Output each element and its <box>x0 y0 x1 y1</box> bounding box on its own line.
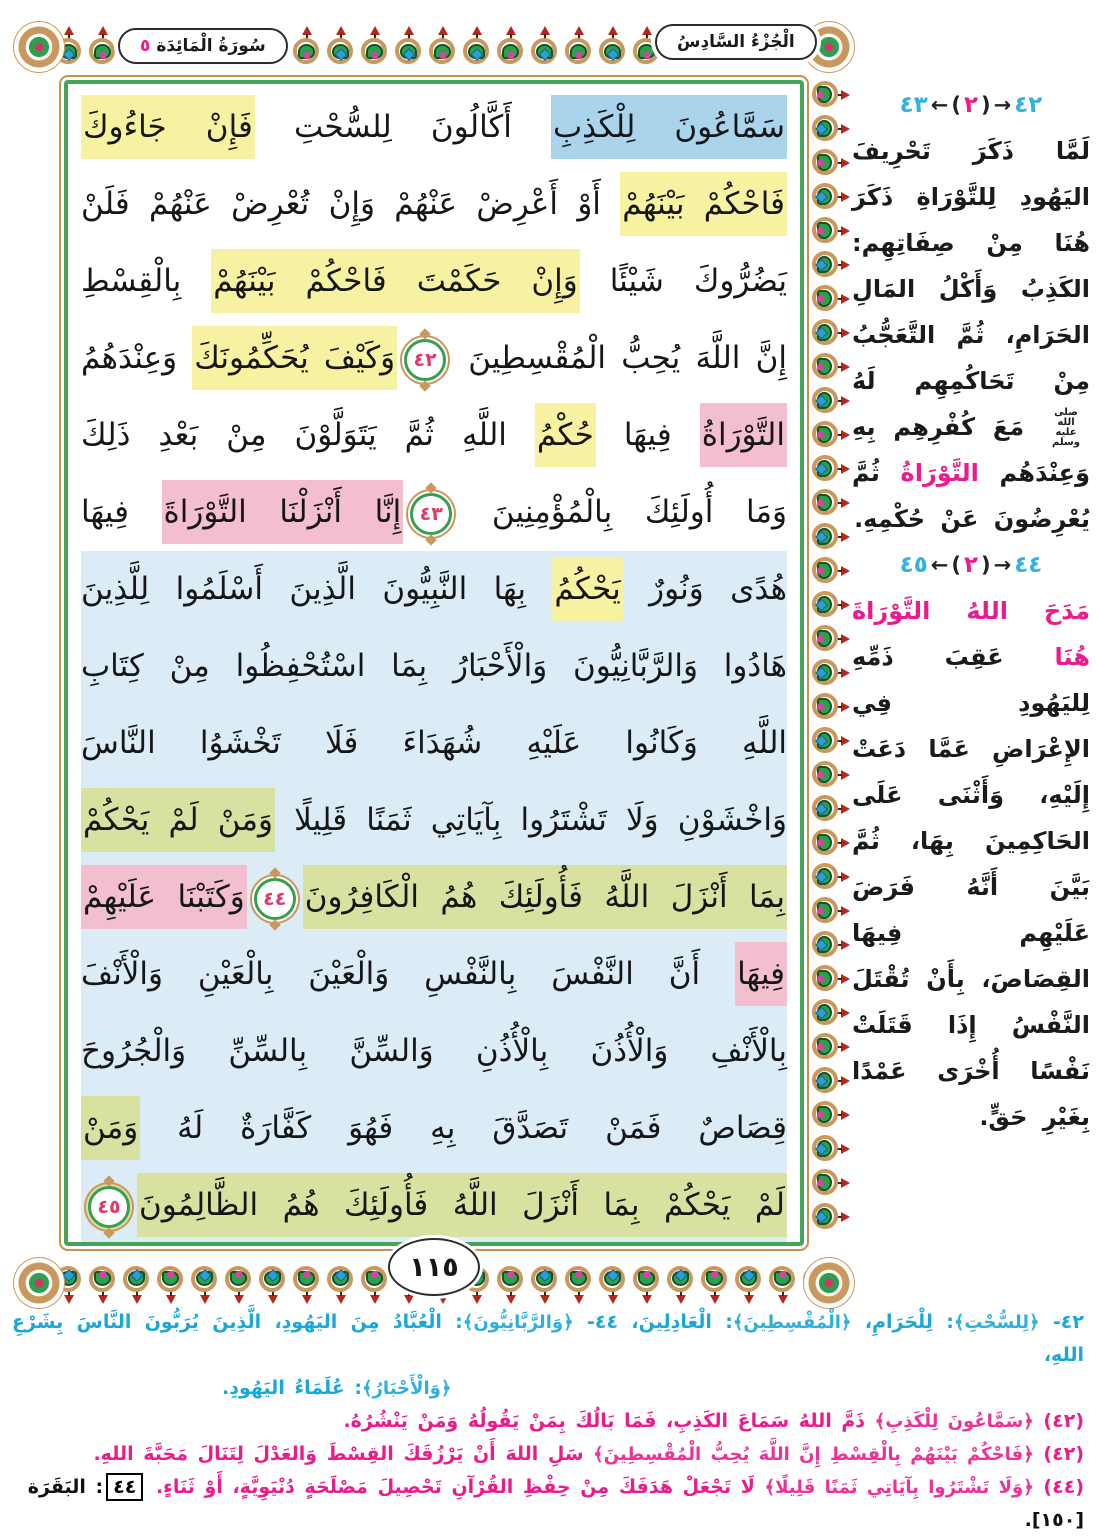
paren-open: ( <box>951 553 961 577</box>
salawat-mark: صلى الله عليه وسلم <box>1052 407 1080 448</box>
ornament-motif <box>804 1098 850 1132</box>
ornament-motif <box>804 180 850 214</box>
verse-from: ٤٤ <box>1014 552 1043 578</box>
pin-ornament-icon <box>472 1295 482 1304</box>
verse-number: ٤٥ <box>97 1195 121 1218</box>
ornament-motif <box>358 1258 392 1304</box>
quran-text-segment: هُدًى وَنُورٌ <box>622 571 787 607</box>
quran-text-segment: فِيهَا <box>595 417 700 453</box>
gem-ornament-icon <box>100 52 107 59</box>
quran-line-6 <box>81 474 787 551</box>
gem-ornament-icon <box>576 52 583 59</box>
pin-ornament-icon <box>841 940 850 950</box>
pin-ornament-icon <box>132 1295 142 1304</box>
pin-ornament-icon <box>200 1295 210 1304</box>
gem-ornament-icon <box>100 1271 107 1278</box>
pin-ornament-icon <box>642 1295 652 1304</box>
gem-ornament-icon <box>817 704 824 711</box>
page-number-value: ١١٥ <box>409 1251 459 1283</box>
quran-text-segment: بِالْأَنْفِ وَالْأُذُنَ بِالْأُذُنِ وَالسِّنَّ بِالسِّنِّ وَالْجُرُوحَ <box>81 1033 787 1069</box>
ornament-motif <box>804 384 850 418</box>
verse-to: ٤٣ <box>899 92 928 118</box>
cross-reference-box: ٤٤ <box>106 1473 143 1501</box>
quoted-verse-fragment: ﴿فَاحْكُمْ بَيْنَهُمْ بِالْقِسْطِ إِنَّ اللَّهَ يُحِبُّ الْمُقْسِطِينَ﴾ <box>593 1444 1034 1465</box>
pin-ornament-icon <box>506 1295 516 1304</box>
verse-number-medallion <box>88 1186 130 1228</box>
right-arrow-icon: → <box>993 553 1012 577</box>
quran-line-14 <box>81 1090 787 1167</box>
paren-close: ) <box>981 93 991 117</box>
pin-ornament-icon <box>676 1295 686 1304</box>
quran-line-15 <box>81 1167 787 1244</box>
pin-ornament-icon <box>841 158 850 168</box>
pin-ornament-icon <box>841 90 850 100</box>
gem-ornament-icon <box>817 432 824 439</box>
ornament-motif <box>804 418 850 452</box>
pin-ornament-icon <box>841 260 850 270</box>
verse-number: ٤٤ <box>263 887 287 910</box>
verse-number-medallion <box>410 493 452 535</box>
pin-ornament-icon <box>841 872 850 882</box>
decorative-frame <box>18 26 850 1304</box>
footnote-text: ٤٢- <box>1039 1311 1084 1333</box>
quran-lines <box>81 89 787 1244</box>
pin-ornament-icon <box>841 702 850 712</box>
pin-ornament-icon <box>438 1295 448 1304</box>
pin-ornament-icon <box>841 430 850 440</box>
ornament-motif <box>804 1132 850 1166</box>
pin-ornament-icon <box>841 736 850 746</box>
gem-ornament-icon <box>508 52 515 59</box>
footnote-text: : عُلَمَاءُ اليَهُودِ. <box>222 1377 362 1399</box>
pin-ornament-icon <box>302 1295 312 1304</box>
ornament-motif <box>698 1258 732 1304</box>
ornament-motif <box>804 928 850 962</box>
pin-ornament-icon <box>841 1042 850 1052</box>
left-arrow-icon: ← <box>930 93 949 117</box>
tafsir-text-segment: ثُمَّ يُعْرِضُونَ عَنْ حُكْمِهِ. <box>852 459 1090 533</box>
quran-text-segment: سَمَّاعُونَ لِلْكَذِبِ <box>551 95 787 159</box>
ornament-motif <box>804 588 850 622</box>
quran-text-segment: بِمَا أَنْزَلَ اللَّهُ فَأُولَئِكَ هُمُ الْكَافِرُونَ <box>303 865 787 929</box>
quran-text-segment: إِنَّ اللَّهَ يُحِبُّ الْمُقْسِطِينَ <box>453 340 787 376</box>
footnote-text: : لِلْحَرَامِ، <box>851 1311 954 1333</box>
ornament-motif <box>494 1258 528 1304</box>
footnote-text: ذَمَّ اللهُ سَمَاعَ الكَذِبِ، فَمَا بَالُكَ بِمَنْ يَقُولُهُ وَمَنْ يَنْشُرُهُ. <box>343 1410 875 1432</box>
quran-text-segment: يَحْكُمُ <box>552 557 622 621</box>
ornament-motif <box>804 554 850 588</box>
gem-ornament-icon <box>644 1271 651 1278</box>
quran-line-11 <box>81 859 787 936</box>
verse-number: ٤٢ <box>413 348 437 371</box>
footnote-row-3 <box>12 1405 1084 1438</box>
ornament-motif <box>804 316 850 350</box>
ornament-motif <box>804 962 850 996</box>
pin-ornament-icon <box>841 634 850 644</box>
verse-to: ٤٥ <box>899 552 928 578</box>
pin-ornament-icon <box>841 532 850 542</box>
pin-ornament-icon <box>98 1295 108 1304</box>
pin-ornament-icon <box>64 1295 74 1304</box>
pin-ornament-icon <box>841 1178 850 1188</box>
ornament-motif <box>290 1258 324 1304</box>
quran-text-segment: فَإِنْ جَاءُوكَ <box>81 95 255 159</box>
footnote-text: سَلِ اللهَ أَنْ يَرْزُقَكَ القِسْطَ وَالعَدْلَ لِتَنَالَ مَحَبَّةَ اللهِ. <box>93 1443 594 1465</box>
quran-text-segment: يَضُرُّوكَ شَيْئًا <box>579 263 787 299</box>
pin-ornament-icon <box>336 1295 346 1304</box>
pin-ornament-icon <box>841 226 850 236</box>
pin-ornament-icon <box>841 804 850 814</box>
ornament-motif <box>528 26 562 72</box>
quran-text-segment: فَاحْكُمْ بَيْنَهُمْ <box>620 172 787 236</box>
gem-ornament-icon <box>817 1180 824 1187</box>
pin-ornament-icon <box>841 1110 850 1120</box>
right-arrow-icon: → <box>993 93 1012 117</box>
left-arrow-icon: ← <box>930 553 949 577</box>
surah-name-badge <box>118 28 288 64</box>
ornament-motif <box>188 1258 222 1304</box>
pin-ornament-icon <box>540 1295 550 1304</box>
gem-ornament-icon <box>440 52 447 59</box>
pin-ornament-icon <box>841 1076 850 1086</box>
ornament-motif <box>804 350 850 384</box>
verse-number-medallion <box>404 339 446 381</box>
quran-line-7 <box>81 551 787 628</box>
quoted-verse-fragment: ﴿لِلسُّحْتِ﴾ <box>953 1312 1040 1333</box>
ornament-motif <box>290 26 324 72</box>
gem-ornament-icon <box>817 364 824 371</box>
ornament-motif <box>804 1166 850 1200</box>
quran-text-segment: وَعِنْدَهُمُ <box>81 340 193 376</box>
pin-ornament-icon <box>841 498 850 508</box>
quran-line-2 <box>81 166 787 243</box>
ornament-motif <box>804 1064 850 1098</box>
pin-ornament-icon <box>608 1295 618 1304</box>
ornament-motif <box>324 1258 358 1304</box>
footnote-row-2 <box>222 1372 1084 1405</box>
quoted-verse-fragment: ﴿وَلَا تَشْتَرُوا بِآيَاتِي ثَمَنًا قَلِيلًا﴾ <box>764 1477 1034 1498</box>
corner-rosette-icon <box>16 1260 62 1306</box>
footnote-text: لَا تَجْعَلْ هَدَفَكَ مِنْ حِفْظِ القُرْآنِ تَحْصِيلَ مَصْلَحَةٍ دُنْيَوِيَّةٍ، أَوْ ثَنَاءٍ. <box>146 1476 765 1498</box>
quran-line-10 <box>81 782 787 859</box>
quoted-verse-fragment: ﴿سَمَّاعُونَ لِلْكَذِبِ﴾ <box>874 1411 1034 1432</box>
juz-name: الْجُزْءُ السَّادِسُ <box>677 32 795 52</box>
quran-text-segment: أَوْ أَعْرِضْ عَنْهُمْ وَإِنْ تُعْرِضْ عَنْهُمْ فَلَنْ <box>81 186 621 222</box>
gem-ornament-icon <box>168 1271 175 1278</box>
ornament-motif <box>804 1030 850 1064</box>
quran-text-segment: أَنَّ النَّفْسَ بِالنَّفْسِ وَالْعَيْنَ بِالْعَيْنِ وَالْأَنْفَ <box>81 956 736 992</box>
quran-text-segment: لَمْ يَحْكُمْ بِمَا أَنْزَلَ اللَّهُ فَأُولَئِكَ هُمُ الظَّالِمُونَ <box>137 1173 787 1237</box>
footnote-text: : البَقَرَة [١٥٠]. <box>27 1476 1084 1531</box>
verse-range-marker-2 <box>852 552 1090 578</box>
gem-ornament-icon <box>817 160 824 167</box>
quran-line-3 <box>81 243 787 320</box>
quran-line-4 <box>81 320 787 397</box>
ornament-motif <box>630 1258 664 1304</box>
gem-ornament-icon <box>817 1044 824 1051</box>
tafsir-text-segment: مَعَ كُفْرِهِم بِهِ وَعِنْدَهُم <box>852 413 1090 487</box>
pin-ornament-icon <box>370 1295 380 1304</box>
tafsir-paragraph-1 <box>852 128 1090 542</box>
quran-text-segment: وَمَنْ لَمْ يَحْكُمْ <box>81 788 275 852</box>
quran-text-segment: وَكَتَبْنَا عَلَيْهِمْ <box>81 865 247 929</box>
ornament-motif <box>804 452 850 486</box>
quran-text-segment: فِيهَا <box>81 494 162 530</box>
quran-text-segment: وَمَا أُولَئِكَ بِالْمُؤْمِنِينَ <box>459 494 787 530</box>
ornament-motif <box>766 1258 800 1304</box>
gem-ornament-icon <box>817 1112 824 1119</box>
footnote-text: : الْعَادِلِينَ، ٤٤- <box>573 1311 733 1333</box>
ornament-motif <box>804 1200 850 1234</box>
verse-number-medallion <box>254 878 296 920</box>
ornament-motif <box>804 282 850 316</box>
gem-ornament-icon <box>817 908 824 915</box>
ornament-motif <box>804 112 850 146</box>
verse-from: ٤٢ <box>1014 92 1043 118</box>
tafsir-text-segment: عَقِبَ ذَمِّهِ لِليَهُودِ فِي الإِعْرَاضِ عَمَّا دَعَتْ إِلَيْهِ، وَأَثْنَى عَلَى الحَاكِمِينَ بِهَا، ثُمَّ بَيَّنَ أَنَّهُ فَرَضَ عَلَيْهِم فِيهَا القِصَاصَ، بِأَنْ تُقْتَلَ النَّفْسُ إِذَا قَتَلَتْ نَفْسًا أُخْرَى عَمْدًا بِغَيْرِ حَقٍّ. <box>852 643 1090 1131</box>
tafsir-text-segment: مَدَحَ اللهُ التَّوْرَاةَ هُنَا <box>852 597 1090 671</box>
quran-text-segment: إِنَّا أَنْزَلْنَا التَّوْرَاةَ <box>162 480 404 544</box>
quran-text-segment: وَاخْشَوْنِ وَلَا تَشْتَرُوا بِآيَاتِي ثَمَنًا قَلِيلًا <box>274 802 787 838</box>
gem-ornament-icon <box>817 500 824 507</box>
gem-ornament-icon <box>236 1271 243 1278</box>
gem-ornament-icon <box>817 228 824 235</box>
pin-ornament-icon <box>841 294 850 304</box>
quran-text-segment: أَكَّالُونَ لِلسُّحْتِ <box>254 109 551 145</box>
marker-surah-number: ٢ <box>963 552 979 578</box>
quran-line-9 <box>81 705 787 782</box>
ornament-motif <box>804 894 850 928</box>
pin-ornament-icon <box>710 1295 720 1304</box>
gem-ornament-icon <box>817 840 824 847</box>
ornament-motif <box>154 1258 188 1304</box>
ornament-motif <box>392 26 426 72</box>
gem-ornament-icon <box>372 1271 379 1278</box>
pin-ornament-icon <box>744 1295 754 1304</box>
quran-text-segment: بِالْقِسْطِ <box>81 263 212 299</box>
ornament-motif <box>256 1258 290 1304</box>
ornament-motif <box>804 656 850 690</box>
ornament-motif <box>562 1258 596 1304</box>
tafsir-margin-column <box>852 88 1090 1150</box>
gem-ornament-icon <box>372 52 379 59</box>
pin-ornament-icon <box>841 192 850 202</box>
ornament-motif <box>664 1258 698 1304</box>
ornament-motif <box>596 1258 630 1304</box>
ornament-motif <box>426 26 460 72</box>
juz-badge <box>655 24 817 60</box>
quran-text-segment: بِهَا النَّبِيُّونَ الَّذِينَ أَسْلَمُوا لِلَّذِينَ <box>81 571 553 607</box>
quran-text-panel <box>64 80 804 1246</box>
ornament-motif <box>804 248 850 282</box>
ornament-motif <box>804 214 850 248</box>
pin-ornament-icon <box>841 1144 850 1154</box>
ornament-motif <box>494 26 528 72</box>
quran-line-1 <box>81 89 787 166</box>
page-number <box>388 1238 480 1296</box>
ornament-motif <box>120 1258 154 1304</box>
corner-rosette-icon <box>16 24 62 70</box>
quran-text-segment: التَّوْرَاةُ <box>700 403 787 467</box>
pin-ornament-icon <box>841 600 850 610</box>
quran-text-segment: قِصَاصٌ فَمَنْ تَصَدَّقَ بِهِ فَهُوَ كَفَّارَةٌ لَهُ <box>140 1110 787 1146</box>
gem-ornament-icon <box>712 1271 719 1278</box>
pin-ornament-icon <box>841 566 850 576</box>
verse-range-marker-1 <box>852 92 1090 118</box>
ornament-motif <box>804 690 850 724</box>
paren-close: ) <box>981 553 991 577</box>
quran-text-segment: وَكَيْفَ يُحَكِّمُونَكَ <box>192 326 397 390</box>
gem-ornament-icon <box>817 92 824 99</box>
pin-ornament-icon <box>234 1295 244 1304</box>
pin-ornament-icon <box>841 770 850 780</box>
quran-line-13 <box>81 1013 787 1090</box>
border-ornament-right <box>804 78 850 1252</box>
ornament-motif <box>596 26 630 72</box>
ornament-motif <box>732 1258 766 1304</box>
ornament-motif <box>804 146 850 180</box>
ornament-motif <box>804 78 850 112</box>
pin-ornament-icon <box>841 124 850 134</box>
pin-ornament-icon <box>841 328 850 338</box>
ornament-motif <box>86 26 120 72</box>
footnote-text: (٤٢) <box>1033 1443 1084 1465</box>
quoted-verse-fragment: ﴿وَالْأَحْبَارُ﴾ <box>361 1378 452 1399</box>
quran-line-12 <box>81 936 787 1013</box>
pin-ornament-icon <box>841 362 850 372</box>
ornament-motif <box>804 860 850 894</box>
footnotes-section <box>12 1306 1084 1537</box>
ornament-motif <box>86 1258 120 1304</box>
gem-ornament-icon <box>644 52 651 59</box>
ornament-motif <box>528 1258 562 1304</box>
ornament-motif <box>222 1258 256 1304</box>
gem-ornament-icon <box>304 1271 311 1278</box>
gem-ornament-icon <box>576 1271 583 1278</box>
quran-text-segment: وَمَنْ <box>81 1096 140 1160</box>
gem-ornament-icon <box>817 296 824 303</box>
pin-ornament-icon <box>841 906 850 916</box>
gem-ornament-icon <box>817 636 824 643</box>
ornament-motif <box>324 26 358 72</box>
quoted-verse-fragment: ﴿وَالرَّبَّانِيُّونَ﴾ <box>462 1312 574 1333</box>
ornament-motif <box>804 724 850 758</box>
ornament-motif <box>804 996 850 1030</box>
footnote-row-5 <box>12 1471 1084 1537</box>
paren-open: ( <box>951 93 961 117</box>
surah-number: ٥ <box>140 36 151 56</box>
footnote-text: (٤٤) <box>1033 1476 1084 1498</box>
gem-ornament-icon <box>780 1271 787 1278</box>
pin-ornament-icon <box>404 1295 414 1304</box>
marker-surah-number: ٢ <box>963 92 979 118</box>
footnote-row-4 <box>12 1438 1084 1471</box>
pin-ornament-icon <box>574 1295 584 1304</box>
gem-ornament-icon <box>508 1271 515 1278</box>
ornament-motif <box>460 26 494 72</box>
gem-ornament-icon <box>817 568 824 575</box>
footnote-text: (٤٢) <box>1033 1410 1084 1432</box>
verse-number: ٤٣ <box>419 502 443 525</box>
gem-ornament-icon <box>817 772 824 779</box>
quran-line-8 <box>81 628 787 705</box>
ornament-motif <box>804 622 850 656</box>
footnote-text: : الْعُبَّادُ مِنَ اليَهُودِ، الَّذِينَ يُرَبُّونَ النَّاسَ بِشَرْعِ اللهِ، <box>12 1311 1084 1366</box>
pin-ornament-icon <box>841 1212 850 1222</box>
quran-text-segment: اللَّهِ وَكَانُوا عَلَيْهِ شُهَدَاءَ فَلَا تَخْشَوُا النَّاسَ <box>81 725 787 761</box>
ornament-motif <box>562 26 596 72</box>
quran-text-segment: هَادُوا وَالرَّبَّانِيُّونَ وَالْأَحْبَارُ بِمَا اسْتُحْفِظُوا مِنْ كِتَابِ <box>81 648 787 684</box>
quran-text-segment: اللَّهِ ثُمَّ يَتَوَلَّوْنَ مِنْ بَعْدِ ذَلِكَ <box>81 417 535 453</box>
tafsir-paragraph-2 <box>852 588 1090 1140</box>
pin-ornament-icon <box>166 1295 176 1304</box>
footnote-row-1 <box>12 1306 1084 1372</box>
ornament-motif <box>804 792 850 826</box>
quran-line-5 <box>81 397 787 474</box>
quoted-verse-fragment: ﴿الْمُقْسِطِينَ﴾ <box>732 1312 852 1333</box>
pin-ornament-icon <box>268 1295 278 1304</box>
quran-text-segment: وَإِنْ حَكَمْتَ فَاحْكُمْ بَيْنَهُمْ <box>211 249 579 313</box>
pin-ornament-icon <box>841 396 850 406</box>
pin-ornament-icon <box>841 838 850 848</box>
corner-rosette-icon <box>806 1260 852 1306</box>
ornament-motif <box>804 826 850 860</box>
ornament-motif <box>804 520 850 554</box>
pin-ornament-icon <box>841 974 850 984</box>
tafsir-text-segment: التَّوْرَاةُ <box>900 459 979 487</box>
quran-text-segment: فِيهَا <box>735 942 787 1006</box>
pin-ornament-icon <box>841 464 850 474</box>
ornament-motif <box>804 486 850 520</box>
pin-ornament-icon <box>841 668 850 678</box>
pin-ornament-icon <box>778 1295 788 1304</box>
tafsir-text-segment: لَمَّا ذَكَرَ تَحْرِيفَ اليَهُودِ لِلتَّوْرَاةِ ذَكَرَ هُنَا مِنْ صِفَاتِهِم: الكَذِبُ وَأَكْلُ المَالِ الحَرَامِ، ثُمَّ التَّعَجُّبُ مِنْ تَحَاكُمِهِم لَهُ <box>852 137 1090 395</box>
quran-text-segment: حُكْمُ <box>535 403 596 467</box>
ornament-motif <box>358 26 392 72</box>
surah-name: سُورَةُ الْمَائِدَة <box>156 36 266 56</box>
gem-ornament-icon <box>304 52 311 59</box>
ornament-motif <box>804 758 850 792</box>
pin-ornament-icon <box>841 1008 850 1018</box>
gem-ornament-icon <box>817 976 824 983</box>
